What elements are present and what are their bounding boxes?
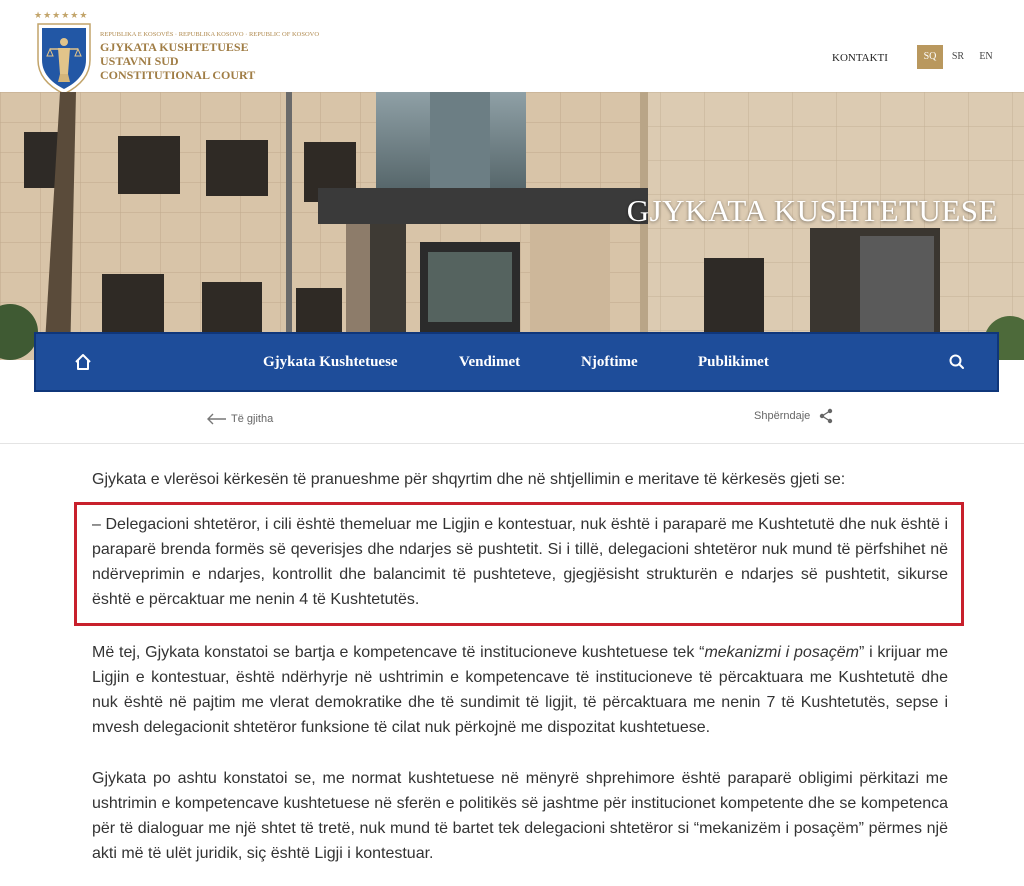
- nav-vendimet[interactable]: Vendimet: [459, 354, 521, 370]
- site-name-sq: GJYKATA KUSHTETUESE: [100, 40, 249, 54]
- court-shield-icon: [36, 22, 92, 96]
- lang-sq-button[interactable]: SQ: [917, 45, 943, 69]
- site-name-sr: USTAVNI SUD: [100, 54, 179, 68]
- hero-title: GJYKATA KUSHTETUESE: [626, 193, 998, 228]
- nav-gjykata-kushtetuese[interactable]: Gjykata Kushtetuese: [263, 354, 398, 370]
- site-name-en: CONSTITUTIONAL COURT: [100, 68, 256, 82]
- share-icon: [818, 408, 834, 424]
- lang-sr-button[interactable]: SR: [951, 51, 965, 62]
- arrow-left-icon: [207, 413, 227, 425]
- site-header: [0, 0, 1024, 92]
- search-icon[interactable]: [946, 351, 968, 373]
- logo-stars: ★★★★★★: [34, 10, 89, 20]
- home-icon[interactable]: [72, 351, 94, 373]
- subbar-divider: [0, 443, 1024, 444]
- hero-banner: [0, 92, 1024, 360]
- article-paragraph-3: [92, 640, 948, 740]
- p3-italic-term: mekanizmi i posaçëm: [704, 644, 859, 661]
- back-label: Të gjitha: [231, 413, 274, 425]
- article-paragraph-1: Gjykata e vlerësoi kërkesën të pranueshme për shqyrtim dhe në shtjellimin e meritave të kërkesës gjeti se:: [92, 471, 846, 488]
- p3-text-after: ” i krijuar me Ligjin e kontestuar, është ndërhyrje në ushtrimin e kompetencave të institucioneve të përcaktuara me Kushtetutë dhe nuk është në pajtim me vlerat demokratike dhe të sundimit të ligjit, të përcaktuara me nenin 7 të Kushtetutës, sepse i mvesh delegacionit shtetëror funksione të cilat nuk përkojnë me dispozitat kushtetuese.: [92, 644, 948, 736]
- article-paragraph-2-highlighted: – Delegacioni shtetëror, i cili është themeluar me Ligjin e kontestuar, nuk është i paraparë me Kushtetutë dhe nuk është i paraparë brenda formës së qeverisjes dhe ndarjes së pushtetit. Si i tillë, delegacioni shtetëror nuk mund të përfshihet në ndërveprimin e ndarjes, kontrollit dhe balancimit të pushteteve, gjegjësisht strukturën e ndarjes së pushtetit, sikurse është e përcaktuar me nenin 4 të Kushtetutës.: [92, 516, 948, 608]
- main-nav: [34, 332, 999, 392]
- share-label: Shpërndaje: [754, 410, 811, 422]
- lang-en-button[interactable]: EN: [979, 51, 993, 62]
- site-name[interactable]: [100, 40, 255, 82]
- republic-line: REPUBLIKA E KOSOVËS · REPUBLIKA KOSOVO · REPUBLIC OF KOSOVO: [100, 31, 320, 38]
- article-paragraph-4: Gjykata po ashtu konstatoi se, me normat kushtetuese në mënyrë shprehimore është paraparë obligimi përkitazi me ushtrimin e kompetencave kushtetuese në sferën e politikës së jashtme për institucionet kompetente dhe se kompetenca për të dialoguar me një shtet të tretë, nuk mund të bartet tek delegacioni shtetëror si “mekanizëm i posaçëm” përmes një akti më të ulët juridik, siç është Ligji i kontestuar.: [92, 770, 948, 862]
- court-logo[interactable]: [30, 8, 96, 100]
- contact-link[interactable]: KONTAKTI: [832, 52, 888, 64]
- nav-publikimet[interactable]: Publikimet: [698, 354, 769, 370]
- nav-njoftime[interactable]: Njoftime: [581, 354, 638, 370]
- p3-text-before: Më tej, Gjykata konstatoi se bartja e kompetencave të institucioneve kushtetuese tek “: [92, 644, 705, 661]
